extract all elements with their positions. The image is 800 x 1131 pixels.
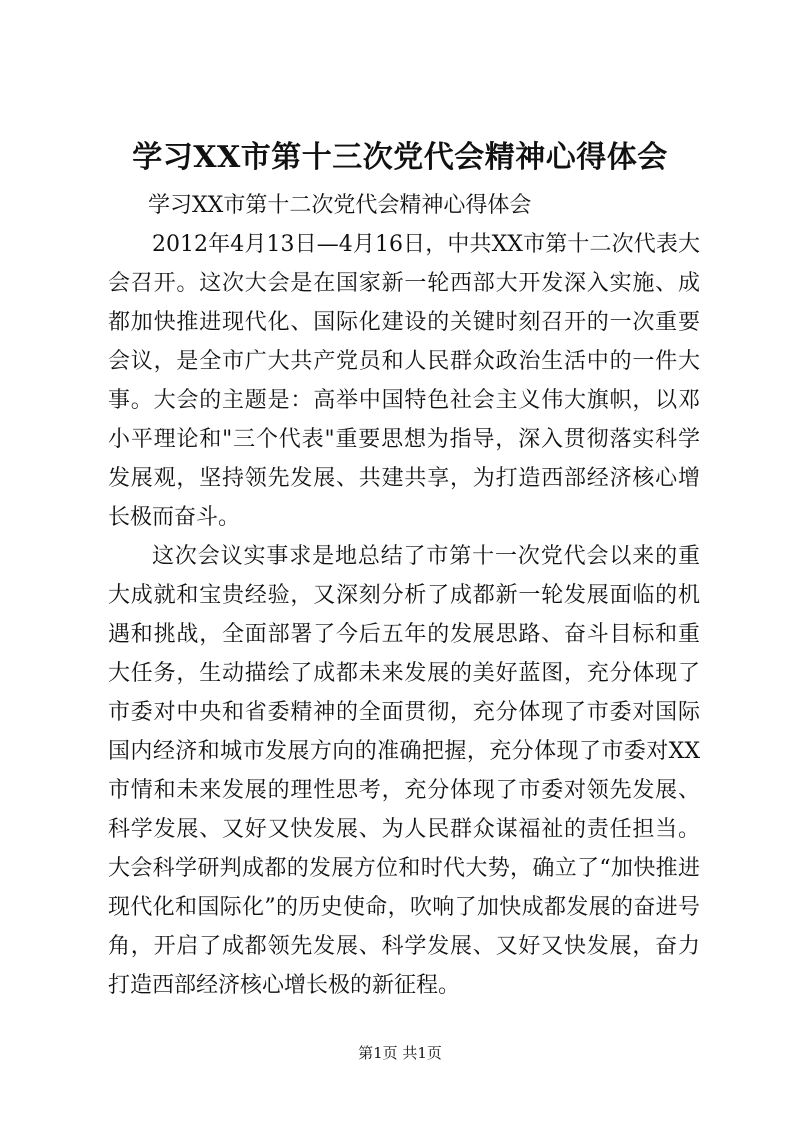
document-title: 学习XX市第十三次党代会精神心得体会 [132,140,668,175]
document-subtitle: 学习XX市第十二次党代会精神心得体会 [148,193,532,218]
document-body [108,186,700,1005]
paragraph-1: 2012年4月13日—4月16日，中共XX市第十二次代表大会召开。这次大会是在国家新一轮西部大开发深入实施、成都加快推进现代化、国际化建设的关键时刻召开的一次重要会议，是全市广大共产党员和人民群众政治生活中的一件大事。大会的主题是：高举中国特色社会主义伟大旗帜，以邓小平理论和"三个代表"重要思想为指导，深入贯彻落实科学发展观，坚持领先发展、共建共享，为打造西部经济核心增长极而奋斗。 [108,232,700,530]
paragraph-2: 这次会议实事求是地总结了市第十一次党代会以来的重大成就和宝贵经验，又深刻分析了成都新一轮发展面临的机遇和挑战，全面部署了今后五年的发展思路、奋斗目标和重大任务，生动描绘了成都未来发展的美好蓝图，充分体现了市委对中央和省委精神的全面贯彻，充分体现了市委对国际国内经济和城市发展方向的准确把握，充分体现了市委对XX市情和未来发展的理性思考，充分体现了市委对领先发展、科学发展、又好又快发展、为人民群众谋福祉的责任担当。大会科学研判成都的发展方位和时代大势，确立了“加快推进现代化和国际化”的历史使命，吹响了加快成都发展的奋进号角，开启了成都领先发展、科学发展、又好又快发展，奋力打造西部经济核心增长极的新征程。 [108,544,700,998]
page-number-footer: 第1页 共1页 [358,1044,442,1062]
